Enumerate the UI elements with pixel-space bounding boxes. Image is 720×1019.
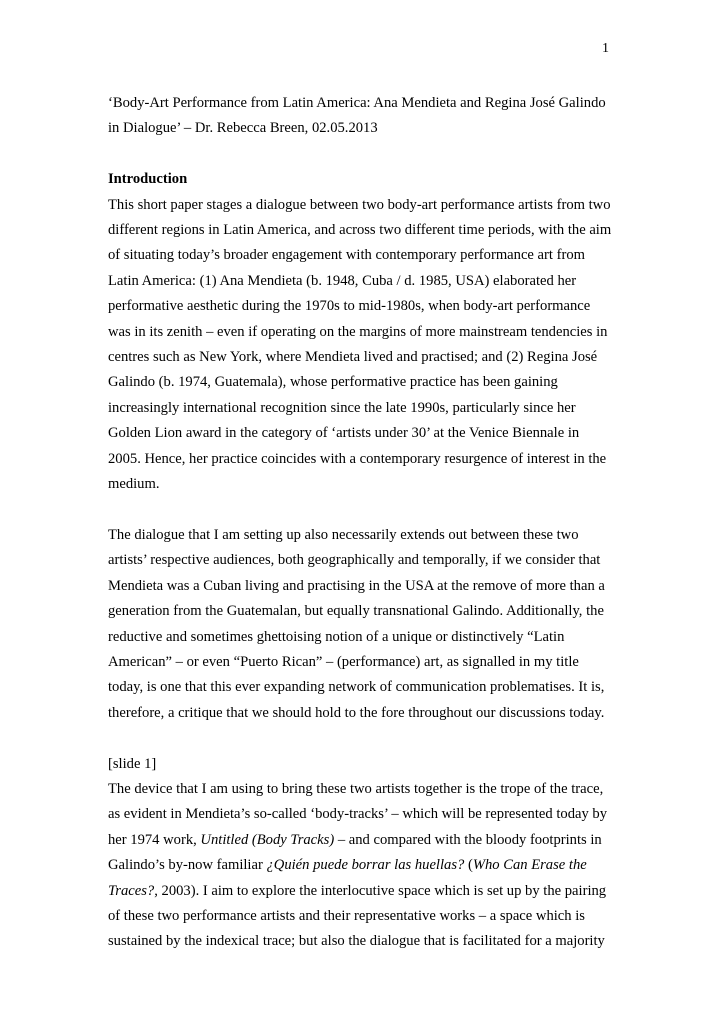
paragraph-dialogue: The dialogue that I am setting up also necessarily extends out between these two artists’ respective audiences, both geographically and temporally, if we consider that Mendieta was a Cuban living and practising in the USA at the remove of more than a generation from the Guatemalan, but equally transnational Galindo. Additionally, the reductive and sometimes ghettoising notion of a unique or distinctively “Latin American” – or even “Puerto Rican” – (performance) art, as signalled in my title today, is one that this ever expanding network of communication problematises. It is, therefore, a critique that we should hold to the fore throughout our discussions today. xyxy=(108,526,605,721)
slide-marker: [slide 1] xyxy=(108,755,157,772)
section-heading-introduction: Introduction xyxy=(108,171,188,188)
paragraph-gap xyxy=(108,497,613,522)
document-body xyxy=(108,91,613,955)
paragraph-trace xyxy=(108,777,613,955)
page-number: 1 xyxy=(602,41,609,56)
work-title-quien-puede: ¿Quién puede borrar las huellas? xyxy=(266,857,465,874)
paragraph-trace-text-1: The device that I am using to bring these two artists together is the trope of the trace, as evident in Mendieta’s so-called ‘body-tracks’ – which will be represented today by her 1974 work, xyxy=(108,780,608,848)
paragraph-trace-text-3: ( xyxy=(464,857,473,874)
work-title-translation: Who Can Erase the Traces? xyxy=(108,857,587,899)
paper-title-line: ‘Body-Art Performance from Latin America: Ana Mendieta and Regina José Galindo in Dialogue’ – Dr. Rebecca Breen, 02.05.2013 xyxy=(108,95,606,137)
paragraph-gap xyxy=(108,142,613,167)
paragraph-trace-text-2: – and compared with the bloody footprints in Galindo’s by-now familiar xyxy=(108,831,602,874)
paragraph-trace-text-4: , 2003). I aim to explore the interlocutive space which is set up by the pairing of these two performance artists and their representative works – a space which is sustained by the indexical trace; but also the dialogue that is facilitated for a majority xyxy=(108,882,607,950)
work-title-body-tracks: Untitled (Body Tracks) xyxy=(200,831,335,848)
paragraph-gap xyxy=(108,726,613,751)
paragraph-intro: This short paper stages a dialogue between two body-art performance artists from two different regions in Latin America, and across two different time periods, with the aim of situating today’s broader engagement with contemporary performance art from Latin America: (1) Ana Mendieta (b. 1948, Cuba / d. 1985, USA) elaborated her performative aesthetic during the 1970s to mid-1980s, when body-art performance was in its zenith – even if operating on the margins of more mainstream tendencies in centres such as New York, where Mendieta lived and practised; and (2) Regina José Galindo (b. 1974, Guatemala), whose performative practice has been gaining increasingly international recognition since the late 1990s, particularly since her Golden Lion award in the category of ‘artists under 30’ at the Venice Biennale in 2005. Hence, her practice coincides with a contemporary resurgence of interest in the medium. xyxy=(108,196,612,493)
